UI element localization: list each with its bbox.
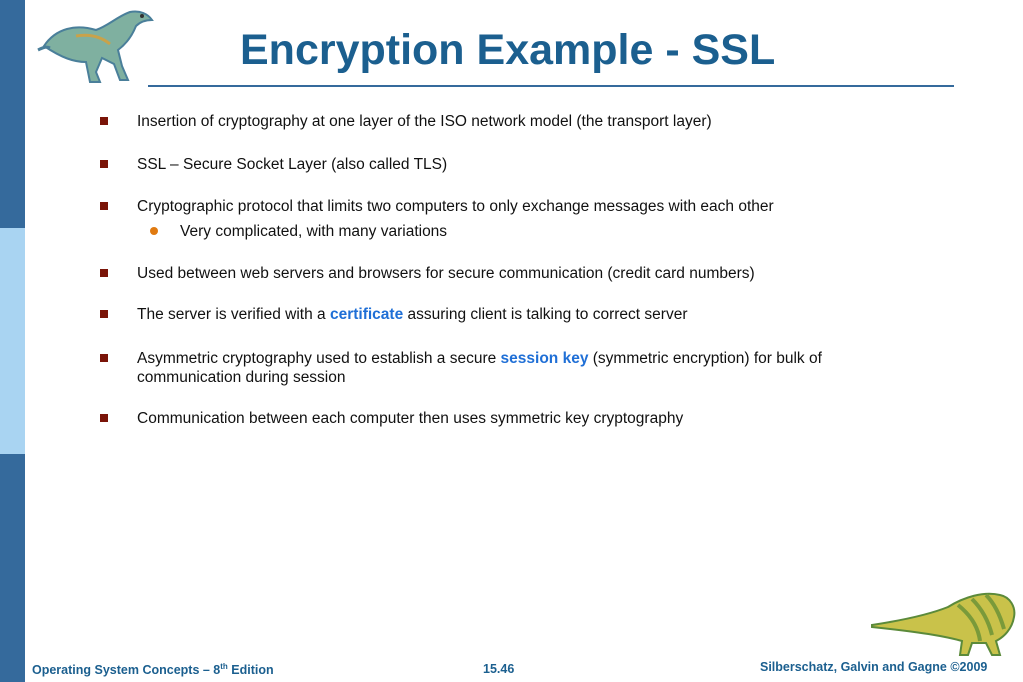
bullet-text: Cryptographic protocol that limits two computers to only exchange messages with each other <box>137 198 774 215</box>
square-bullet-icon <box>100 202 108 210</box>
dinosaur-logo-icon <box>36 6 156 86</box>
square-bullet-icon <box>100 414 108 422</box>
square-bullet-icon <box>100 269 108 277</box>
footer-authors: Silberschatz, Galvin and Gagne ©2009 <box>760 660 988 674</box>
highlight-term-certificate: certificate <box>329 306 404 323</box>
footer-book-prefix: Operating System Concepts – 8 <box>32 663 221 678</box>
square-bullet-icon <box>100 160 108 168</box>
round-bullet-icon <box>150 227 158 235</box>
bullet-text-before: The server is verified with a <box>137 306 330 323</box>
bullet-text-after: (symmetric encryption) for bulk of communication during session <box>137 350 822 386</box>
square-bullet-icon <box>100 354 108 362</box>
bullet-text-after: assuring client is talking to correct server <box>403 306 688 323</box>
sub-bullet-text: Very complicated, with many variations <box>180 223 448 240</box>
bullet-text-before: Asymmetric cryptography used to establish a secure <box>137 350 501 367</box>
footer-book-suffix: Edition <box>227 663 274 678</box>
bullet-text: Communication between each computer then uses symmetric key cryptography <box>137 410 684 427</box>
square-bullet-icon <box>100 310 108 318</box>
bullet-text: Used between web servers and browsers for secure communication (credit card numbers) <box>137 265 755 282</box>
footer-book-sup: th <box>220 662 228 671</box>
slide-title: Encryption Example - SSL <box>240 26 776 74</box>
dinosaur-footer-icon <box>868 585 1018 657</box>
bullet-text: Insertion of cryptography at one layer of the ISO network model (the transport layer) <box>137 113 712 130</box>
footer-book-title <box>32 662 274 677</box>
bullet-text <box>137 349 917 387</box>
bullet-text: SSL – Secure Socket Layer (also called TLS) <box>137 156 448 173</box>
highlight-term-session-key: session key <box>500 350 589 367</box>
square-bullet-icon <box>100 117 108 125</box>
title-divider <box>148 85 954 87</box>
sidebar-light-band <box>0 228 25 454</box>
sidebar-stripe <box>0 0 25 682</box>
bullet-text <box>137 305 917 324</box>
footer-page-number: 15.46 <box>483 662 515 676</box>
